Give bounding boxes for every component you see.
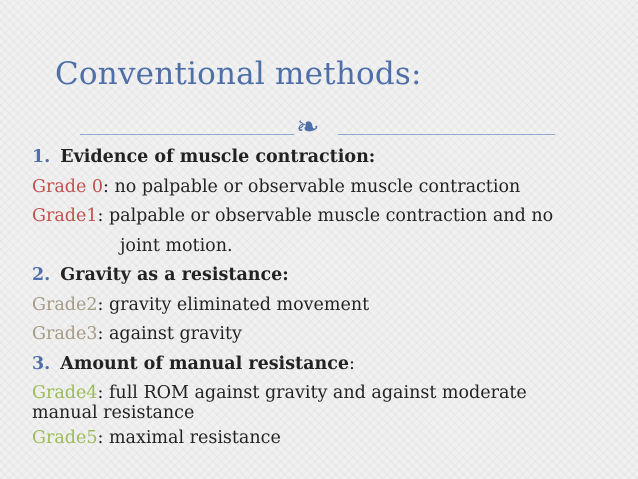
section-title: Gravity as a resistance: (60, 265, 289, 285)
grade-item (32, 424, 632, 454)
section-title-colon: : (349, 353, 355, 374)
grade-label: Grade1 (32, 206, 98, 226)
grade-item (32, 291, 632, 321)
grade-item (32, 320, 632, 350)
grade-description: : gravity eliminated movement (97, 294, 370, 315)
section-number: 3. (32, 353, 51, 374)
grade-label: Grade 0 (32, 176, 104, 197)
grade-description-continued: joint motion. (120, 235, 233, 256)
grade-description: : full ROM against gravity and against moderate (97, 383, 527, 403)
grade-item (32, 173, 632, 203)
section-heading (32, 350, 632, 380)
grade-label: Grade4 (32, 383, 98, 403)
flourish-icon: ❧ (296, 110, 320, 143)
section-title: Amount of manual resistance (60, 353, 349, 374)
section-heading (32, 261, 632, 291)
slide-body (32, 143, 632, 453)
grade-description: : palpable or observable muscle contraction and no (97, 206, 554, 226)
slide-title: Conventional methods: (55, 56, 422, 92)
grade-description: : no palpable or observable muscle contraction (103, 176, 521, 197)
grade-label: Grade5 (32, 427, 98, 448)
section-number: 1. (32, 147, 51, 167)
section-heading (32, 143, 632, 173)
grade-label: Grade3 (32, 324, 98, 344)
section-number: 2. (32, 265, 51, 285)
grade-description-continued: manual resistance (32, 402, 195, 423)
section-title: Evidence of muscle contraction: (60, 147, 376, 167)
grade-item (32, 202, 632, 232)
grade-label: Grade2 (32, 294, 98, 315)
grade-description: : against gravity (97, 324, 242, 344)
title-divider-right (338, 134, 555, 135)
grade-description: : maximal resistance (97, 427, 281, 448)
title-divider-left (80, 134, 294, 135)
